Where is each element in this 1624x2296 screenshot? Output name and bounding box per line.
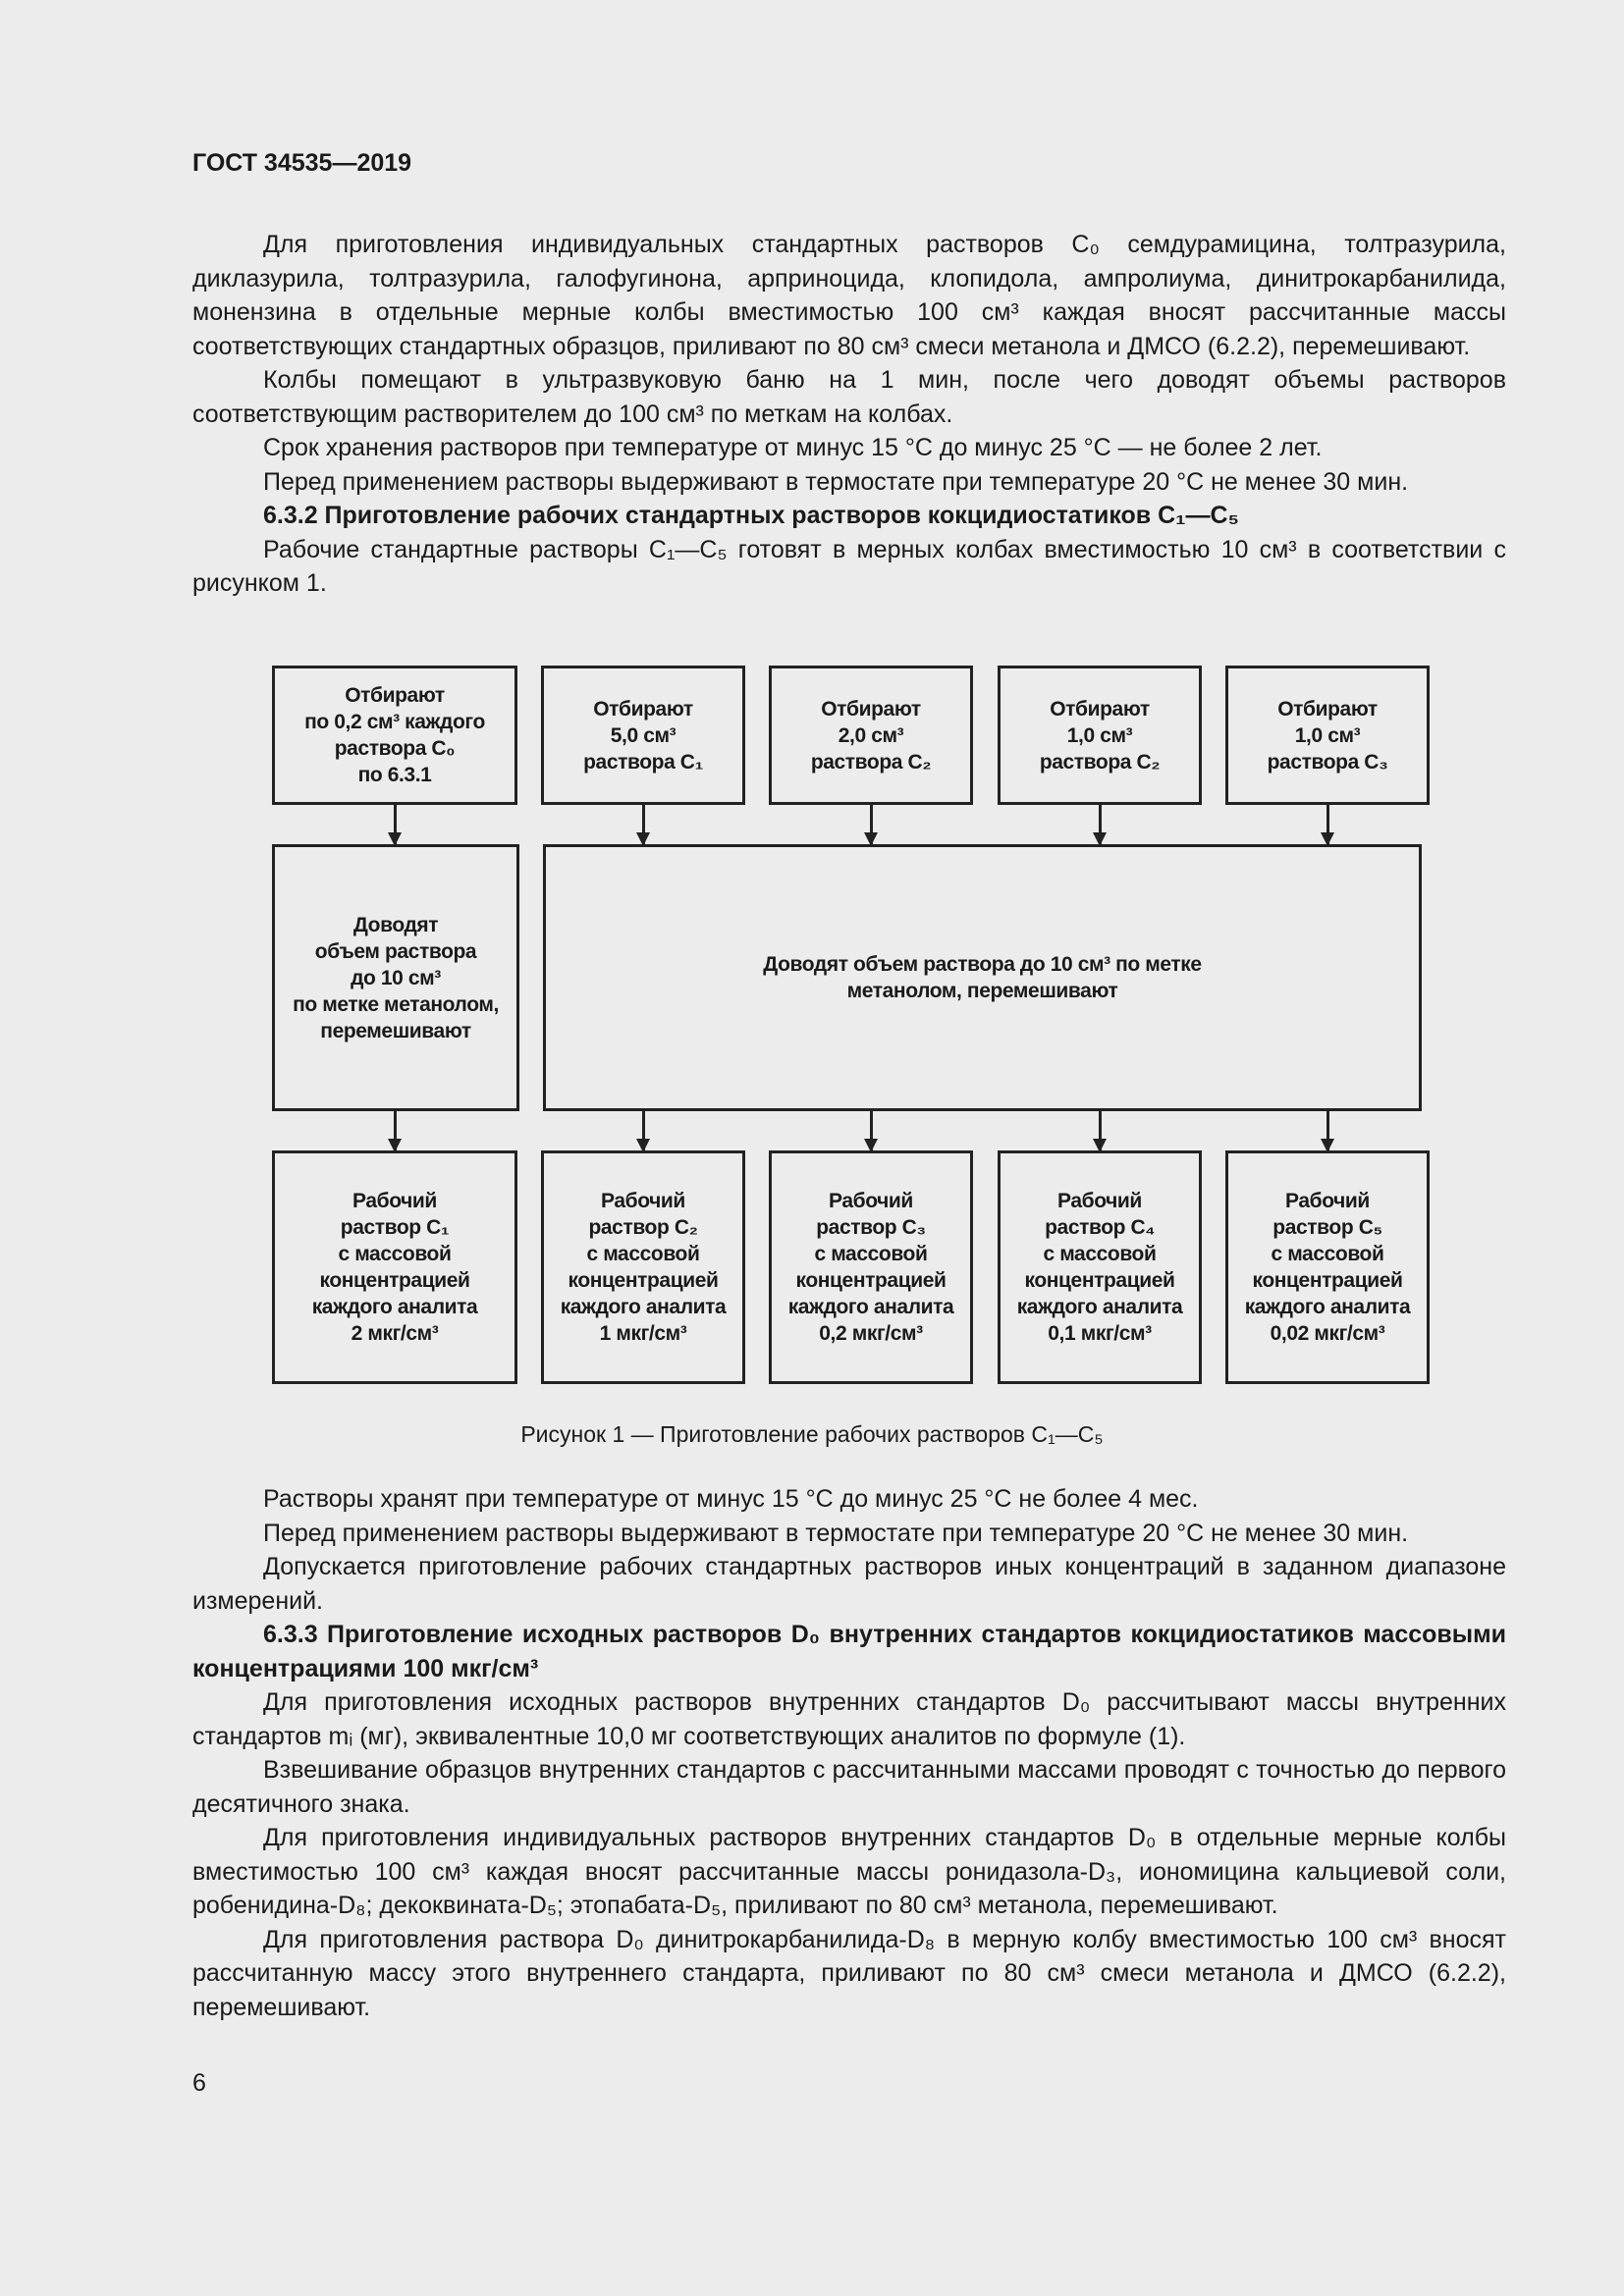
arrow-down <box>870 805 873 844</box>
paragraph: Срок хранения растворов при температуре от минус 15 °С до минус 25 °С — не более 2 лет. <box>263 434 1323 461</box>
paragraph: Для приготовления индивидуальных стандартных растворов C₀ семдурамицина, толтразурила, диклазурила, толтразурила, галофугинона, арприноцида, клопидола, ампролиума, динитрокарбанилида, монензина в отдельные мерные колбы вместимостью 100 см³ каждая вносят рассчитанные массы соответствующих стандартных образцов, приливают по 80 см³ смеси метанола и ДМСО (6.2.2), перемешивают. <box>192 231 1506 360</box>
diagram-top-box: Отбирают 5,0 см³ раствора C₁ <box>541 666 745 805</box>
paragraph: Для приготовления раствора D₀ динитрокарбанилида-D₈ в мерную колбу вместимостью 100 см³ вносят рассчитанную массу этого внутреннего стандарта, приливают по 80 см³ смеси метанола и ДМСО (6.2.2), перемешивают. <box>192 1925 1506 2021</box>
arrow-down <box>1326 805 1329 844</box>
paragraph: Перед применением растворы выдерживают в термостате при температуре 20 °С не менее 30 мин. <box>263 1519 1409 1547</box>
text-block-bottom <box>192 1482 1506 2024</box>
text-block-top <box>192 228 1506 601</box>
diagram-bottom-box: Рабочий раствор C₃ с массовой концентрацией каждого аналита 0,2 мкг/см³ <box>769 1150 973 1384</box>
diagram-middle-left-box: Доводят объем раствора до 10 см³ по метке метанолом, перемешивают <box>272 844 519 1111</box>
diagram-top-box: Отбирают 1,0 см³ раствора C₃ <box>1225 666 1430 805</box>
section-heading-6-3-2: 6.3.2 Приготовление рабочих стандартных растворов кокцидиостатиков C₁—C₅ <box>263 502 1240 529</box>
arrow-down <box>1099 1111 1102 1150</box>
arrow-down <box>1099 805 1102 844</box>
arrow-down <box>642 1111 645 1150</box>
figure-caption: Рисунок 1 — Приготовление рабочих растворов C₁—C₅ <box>520 1421 1104 1447</box>
page-number: 6 <box>192 2069 206 2097</box>
paragraph: Растворы хранят при температуре от минус 15 °С до минус 25 °С не более 4 мес. <box>263 1485 1199 1513</box>
diagram-top-box: Отбирают 1,0 см³ раствора C₂ <box>998 666 1202 805</box>
diagram-bottom-box: Рабочий раствор C₅ с массовой концентрацией каждого аналита 0,02 мкг/см³ <box>1225 1150 1430 1384</box>
paragraph: Рабочие стандартные растворы C₁—C₅ готовят в мерных колбах вместимостью 10 см³ в соответствии с рисунком 1. <box>192 535 1506 597</box>
diagram-top-box: Отбирают 2,0 см³ раствора C₂ <box>769 666 973 805</box>
diagram-bottom-box: Рабочий раствор C₄ с массовой концентрацией каждого аналита 0,1 мкг/см³ <box>998 1150 1202 1384</box>
diagram-middle-right-box: Доводят объем раствора до 10 см³ по метке метанолом, перемешивают <box>543 844 1422 1111</box>
diagram-bottom-box: Рабочий раствор C₂ с массовой концентрацией каждого аналита 1 мкг/см³ <box>541 1150 745 1384</box>
arrow-down <box>642 805 645 844</box>
diagram-top-box: Отбирают по 0,2 см³ каждого раствора C₀ по 6.3.1 <box>272 666 517 805</box>
diagram-bottom-box: Рабочий раствор C₁ с массовой концентрацией каждого аналита 2 мкг/см³ <box>272 1150 517 1384</box>
arrow-down <box>394 1111 397 1150</box>
paragraph: Перед применением растворы выдерживают в термостате при температуре 20 °С не менее 30 мин. <box>263 467 1409 496</box>
document-header: ГОСТ 34535—2019 <box>192 149 412 177</box>
paragraph: Для приготовления исходных растворов внутренних стандартов D₀ рассчитывают массы внутренних стандартов mᵢ (мг), эквивалентные 10,0 мг соответствующих аналитов по формуле (1). <box>192 1688 1506 1750</box>
paragraph: Для приготовления индивидуальных растворов внутренних стандартов D₀ в отдельные мерные колбы вместимостью 100 см³ каждая вносят рассчитанные массы ронидазола-D₃, иономицина кальциевой соли, робенидина-D₈; декоквината-D₅; этопабата-D₅, приливают по 80 см³ метанола, перемешивают. <box>192 1824 1506 1919</box>
paragraph: Колбы помещают в ультразвуковую баню на 1 мин, после чего доводят объемы растворов соответствующим растворителем до 100 см³ по меткам на колбах. <box>192 366 1506 428</box>
section-heading-6-3-3: 6.3.3 Приготовление исходных растворов D₀ внутренних стандартов кокцидиостатиков массовыми концентрациями 100 мкг/см³ <box>192 1621 1506 1682</box>
arrow-down <box>1326 1111 1329 1150</box>
arrow-down <box>870 1111 873 1150</box>
paragraph: Допускается приготовление рабочих стандартных растворов иных концентраций в заданном диапазоне измерений. <box>192 1553 1506 1615</box>
paragraph: Взвешивание образцов внутренних стандартов с рассчитанными массами проводят с точностью до первого десятичного знака. <box>192 1756 1506 1818</box>
arrow-down <box>394 805 397 844</box>
